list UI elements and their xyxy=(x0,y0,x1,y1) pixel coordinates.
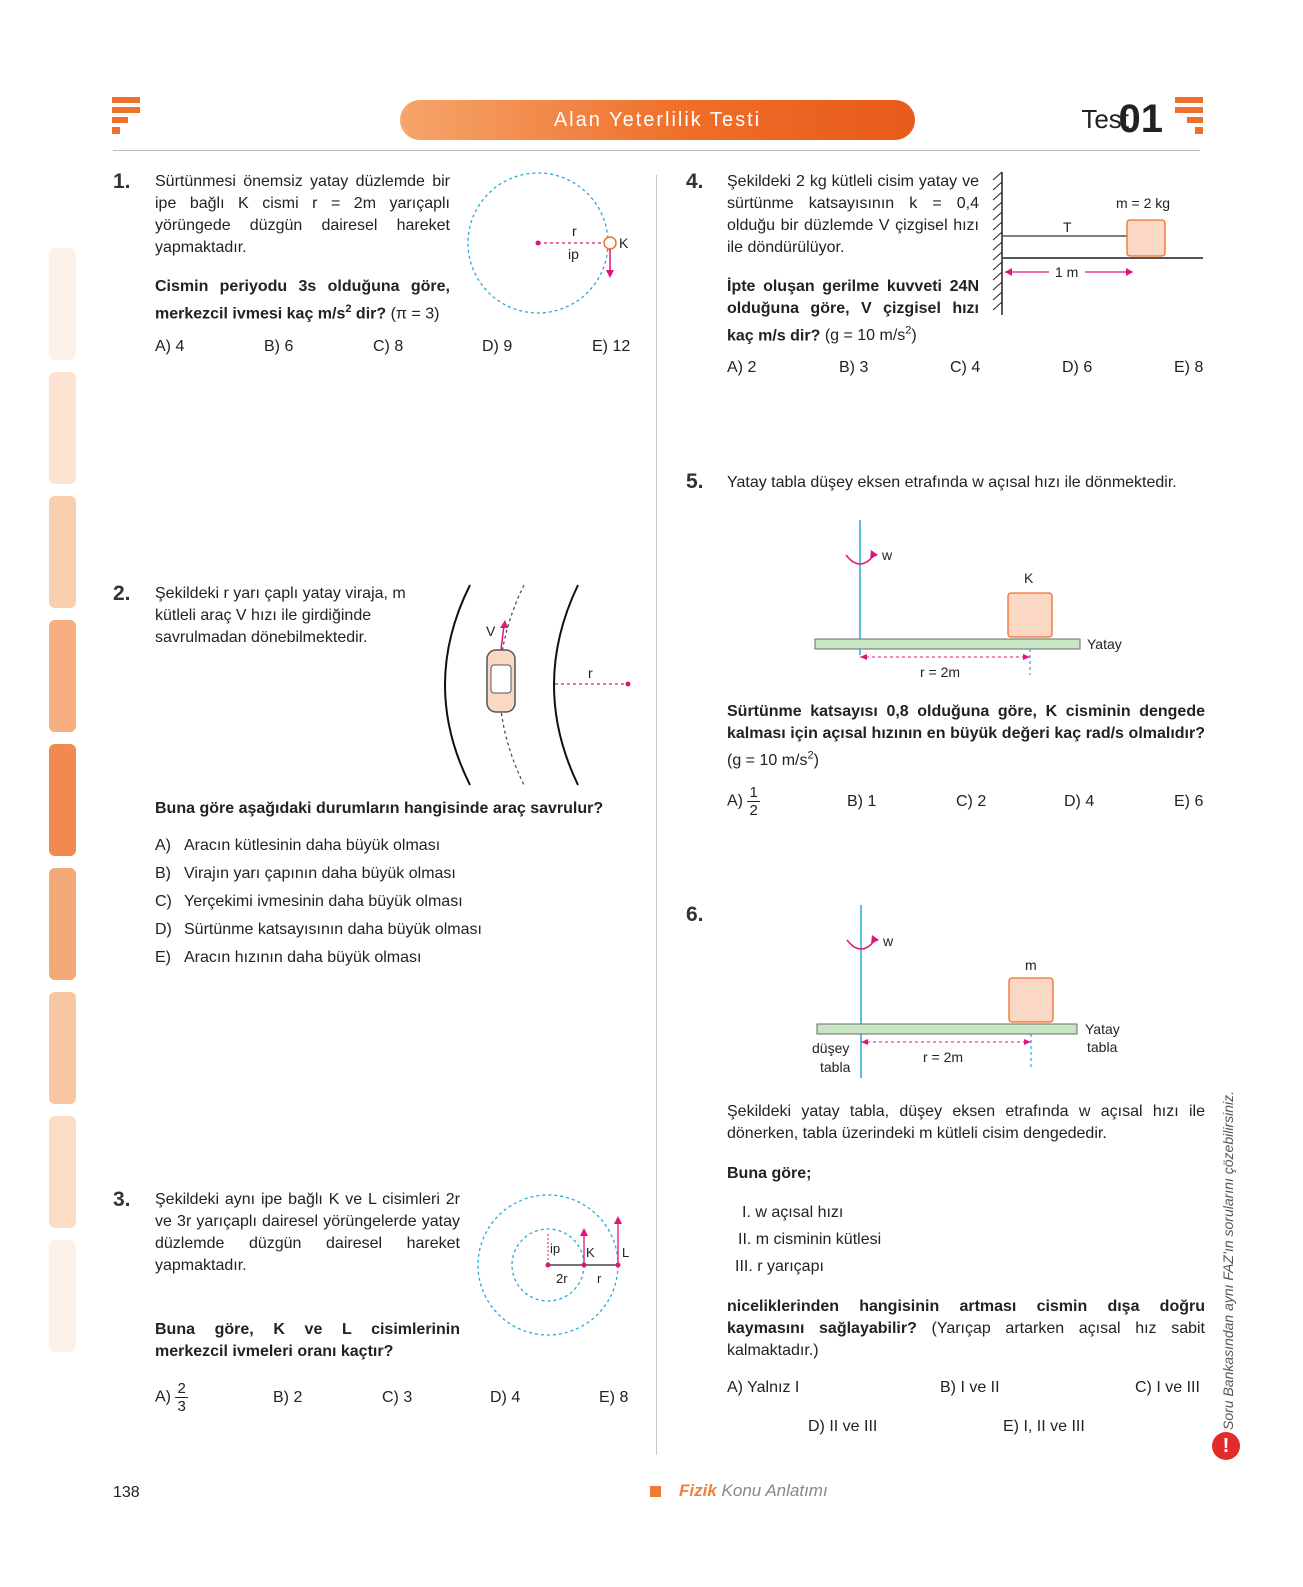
question-1-figure xyxy=(462,170,629,320)
question-3-number: 3. xyxy=(113,1188,131,1211)
q6-option-e[interactable]: E) I, II ve III xyxy=(1003,1418,1085,1435)
chapter-tab-3 xyxy=(49,496,76,608)
question-3-text: Şekildeki aynı ipe bağlı K ve L cisimleri 2r ve 3r yarıçaplı dairesel yörüngelerde yatay düzlemde düzgün dairesel hareket yapmaktadır. xyxy=(155,1191,460,1274)
test-number: 01 xyxy=(1118,97,1163,141)
q6-m-label: m xyxy=(1025,957,1037,973)
q1-r-label: r xyxy=(572,223,577,239)
question-6-question: niceliklerinden hangisinin artması cismin dışa doğru kaymasını sağlayabilir? (Yarıçap artarken açısal hız sabit kalmaktadır.) xyxy=(727,1298,1206,1359)
q4-option-e[interactable]: E) 8 xyxy=(1174,359,1204,376)
q5-option-d[interactable]: D) 4 xyxy=(1064,793,1095,810)
q3-k-label: K xyxy=(586,1245,595,1260)
q3-2r-label: 2r xyxy=(556,1271,568,1286)
q2-option-b[interactable]: B) Virajın yarı çapının daha büyük olması xyxy=(155,865,456,882)
q4-option-b[interactable]: B) 3 xyxy=(839,359,869,376)
test-label: Test xyxy=(1081,104,1129,134)
warning-icon: ! xyxy=(1212,1432,1240,1460)
question-6-figure xyxy=(805,900,1135,1080)
q6-option-b[interactable]: B) I ve II xyxy=(940,1379,1000,1396)
q6-item-2: II. m cisminin kütlesi xyxy=(738,1231,882,1248)
q6-option-d[interactable]: D) II ve III xyxy=(808,1418,878,1435)
q5-option-b[interactable]: B) 1 xyxy=(847,793,877,810)
q1-option-a[interactable]: A) 4 xyxy=(155,338,185,355)
q6-item-3: III. r yarıçapı xyxy=(735,1258,824,1275)
chapter-tab-5 xyxy=(49,744,76,856)
q5-w-label: w xyxy=(882,547,893,563)
question-6-buna: Buna göre; xyxy=(727,1165,812,1182)
q3-option-c[interactable]: C) 3 xyxy=(382,1389,413,1406)
test-banner: Alan Yeterlilik Testi xyxy=(400,100,915,140)
q3-option-e[interactable]: E) 8 xyxy=(599,1389,629,1406)
q3-ip-label: ip xyxy=(550,1241,561,1256)
q1-ip-label: ip xyxy=(568,246,579,262)
q1-k-label: K xyxy=(619,235,629,251)
question-6-text: Şekildeki yatay tabla, düşey eksen etrafında w açısal hızı ile dönerken, tabla üzerindeki m kütleli cisim dengededir. xyxy=(727,1103,1205,1142)
q2-r-label: r xyxy=(588,665,593,681)
question-4-figure xyxy=(993,170,1203,320)
q5-radius-label: r = 2m xyxy=(920,664,961,680)
question-5-text: Yatay tabla düşey eksen etrafında w açısal hızı ile dönmektedir. xyxy=(727,474,1177,491)
question-3-figure xyxy=(470,1190,630,1340)
publisher-logo-left xyxy=(112,97,142,137)
q3-l-label: L xyxy=(622,1245,630,1260)
chapter-tab-6 xyxy=(49,868,76,980)
chapter-tab-7 xyxy=(49,992,76,1104)
chapter-tab-9 xyxy=(49,1240,76,1352)
q2-option-a[interactable]: A) Aracın kütlesinin daha büyük olması xyxy=(155,837,441,854)
q1-option-e[interactable]: E) 12 xyxy=(592,338,631,355)
q6-item-1: I. w açısal hızı xyxy=(742,1204,844,1221)
question-1-text: Sürtünmesi önemsiz yatay düzlemde bir ipe bağlı K cismi r = 2m yarıçaplı yörüngede düzgün dairesel hareket yapmaktadır. xyxy=(155,173,450,256)
q1-option-c[interactable]: C) 8 xyxy=(373,338,404,355)
q4-option-a[interactable]: A) 2 xyxy=(727,359,757,376)
q3-option-d[interactable]: D) 4 xyxy=(490,1389,521,1406)
q3-r-label: r xyxy=(597,1271,602,1286)
chapter-tab-4 xyxy=(49,620,76,732)
footer-book-title: Fizik Konu Anlatımı xyxy=(679,1481,828,1500)
publisher-logo-right xyxy=(1175,97,1205,137)
q5-yatay-label: Yatay xyxy=(1087,636,1122,652)
question-2-figure xyxy=(430,580,640,790)
question-2-text: Şekildeki r yarı çaplı yatay viraja, m kütleli araç V hızı ile girdiğinde savrulmadan dönebilmektedir. xyxy=(155,585,406,646)
q4-option-c[interactable]: C) 4 xyxy=(950,359,981,376)
page-number: 138 xyxy=(113,1484,140,1501)
q6-yatay-label: Yatay xyxy=(1085,1021,1120,1037)
q3-option-a[interactable]: A) $\frac{2}{3}$ xyxy=(155,1380,186,1415)
question-3-question: Buna göre, K ve L cisimlerinin merkezcil ivmeleri oranı kaçtır? xyxy=(155,1321,460,1360)
column-divider xyxy=(656,175,657,1455)
q2-v-label: V xyxy=(486,623,496,639)
header-rule xyxy=(113,150,1200,151)
q6-radius-label: r = 2m xyxy=(923,1049,964,1065)
chapter-tab-2 xyxy=(49,372,76,484)
q4-mass-label: m = 2 kg xyxy=(1116,195,1171,211)
q5-k-label: K xyxy=(1024,570,1034,586)
footer-square-icon xyxy=(650,1486,661,1497)
question-2-question: Buna göre aşağıdaki durumların hangisinde araç savrulur? xyxy=(155,800,604,817)
q3-option-b[interactable]: B) 2 xyxy=(273,1389,303,1406)
q6-tabla2-label: tabla xyxy=(820,1059,851,1075)
q5-option-c[interactable]: C) 2 xyxy=(956,793,987,810)
question-1-number: 1. xyxy=(113,170,131,193)
side-note: Soru Bankasından aynı FAZ’ın sorularını çözebilirsiniz. xyxy=(1220,1090,1236,1430)
q4-distance-label: 1 m xyxy=(1055,264,1079,280)
q6-tabla-label: tabla xyxy=(1087,1039,1118,1055)
q5-option-a[interactable]: A) $\frac{1}{2}$ xyxy=(727,784,758,819)
chapter-tab-1 xyxy=(49,248,76,360)
q6-dusey-label: düşey xyxy=(812,1040,850,1056)
question-2-number: 2. xyxy=(113,582,131,605)
question-6-number: 6. xyxy=(686,903,704,926)
question-4-number: 4. xyxy=(686,170,704,193)
question-4-question: İpte oluşan gerilme kuvveti 24N olduğuna göre, V çizgisel hızı kaç m/s dir? (g = 10 $m/s^2$) xyxy=(727,278,979,345)
question-5-number: 5. xyxy=(686,470,704,493)
q2-option-e[interactable]: E) Aracın hızının daha büyük olması xyxy=(155,949,422,966)
chapter-tab-8 xyxy=(49,1116,76,1228)
q6-option-a[interactable]: A) Yalnız I xyxy=(727,1379,800,1396)
q2-option-d[interactable]: D) Sürtünme katsayısının daha büyük olması xyxy=(155,921,482,938)
question-1-question: Cismin periyodu 3s olduğuna göre, merkezcil ivmesi kaç $m/s^2$ dir? (π = 3) xyxy=(155,278,450,323)
question-5-figure xyxy=(810,515,1130,685)
question-4-text: Şekildeki 2 kg kütleli cisim yatay ve sürtünme katsayısının k = 0,4 olduğu bir düzlemde V çizgisel hızı ile döndürülüyor. xyxy=(727,173,979,256)
q4-tension-label: T xyxy=(1063,219,1072,235)
q1-option-b[interactable]: B) 6 xyxy=(264,338,294,355)
q4-option-d[interactable]: D) 6 xyxy=(1062,359,1093,376)
q1-option-d[interactable]: D) 9 xyxy=(482,338,513,355)
q5-option-e[interactable]: E) 6 xyxy=(1174,793,1204,810)
q6-w-label: w xyxy=(883,933,894,949)
question-5-question: Sürtünme katsayısı 0,8 olduğuna göre, K cisminin dengede kalması için açısal hızının en büyük değeri kaç rad/s olmalıdır? (g = 10 $m/s^2$) xyxy=(727,703,1205,770)
q6-option-c[interactable]: C) I ve III xyxy=(1135,1379,1200,1396)
q2-option-c[interactable]: C) Yerçekimi ivmesinin daha büyük olması xyxy=(155,893,463,910)
